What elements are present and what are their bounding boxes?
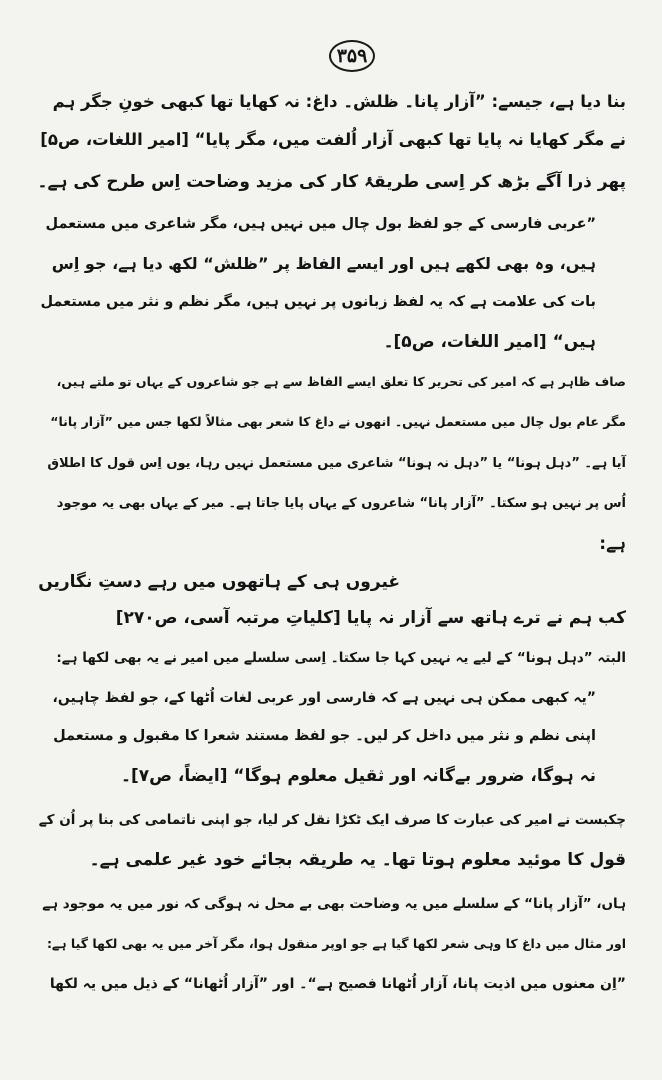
verse-line-1: غیروں ہی کے ہاتھوں میں رہے دستِ نگاریں (38, 572, 400, 592)
text-line-6: آیا ہے۔ ”دہل ہونا“ یا ”دہل نہ ہونا“ شاعری میں مستعمل نہیں رہا، یوں اِس قول کا اطلاق (47, 456, 626, 471)
text-line-3: پھر ذرا آگے بڑھ کر اِسی طریقۂ کار کی مزید وضاحت اِس طرح کی ہے۔ (37, 172, 626, 192)
text-line-1: بنا دیا ہے، جیسے: ”آزار پانا۔ ظلش۔ داغ: نہ کھایا تھا کبھی خونِ جگر ہم (52, 92, 626, 111)
verse-line-2: کب ہم نے ترے ہاتھ سے آزار نہ پایا [کلیاتِ مرتبہ آسی، ص۲۷۰] (115, 608, 626, 628)
quote-line-6: اپنی نظم و نثر میں داخل کر لیں۔ جو لفظ مستند شعرا کا مقبول و مستعمل (53, 728, 596, 744)
text-line-5: مگر عام بول چال میں مستعمل نہیں۔ انھوں نے داغ کا شعر بھی مثالاً لکھا جس میں ”آزار پانا“ (50, 414, 626, 429)
quote-line-3: بات کی علامت ہے کہ یہ لفظ زبانوں پر نہیں ہیں، مگر نظم و نثر میں مستعمل (40, 294, 596, 310)
text-line-9: البتہ ”دہل ہونا“ کے لیے یہ نہیں کہا جا سکتا۔ اِسی سلسلے میں امیر نے یہ بھی لکھا ہے: (56, 650, 626, 666)
text-line-7: اُس پر نہیں ہو سکتا۔ ”آزار پانا“ شاعروں کے یہاں پایا جاتا ہے۔ میر کے یہاں بھی یہ موجود (56, 496, 626, 511)
text-line-8: ہے: (599, 534, 626, 554)
text-line-12: ہاں، ”آزار پانا“ کے سلسلے میں یہ وضاحت بھی بے محل نہ ہوگی کہ نور میں یہ موجود ہے (42, 896, 626, 912)
text-line-14: ”اِن معنوں میں اذیت پانا، آزار اُٹھانا فصیح ہے“۔ اور ”آزار اُٹھانا“ کے ذیل میں یہ لکھا (49, 976, 626, 992)
quote-line-4: ہیں“ [امیر اللغات، ص۵]۔ (383, 332, 596, 352)
text-line-11: قول کا موئید معلوم ہوتا تھا۔ یہ طریقہ بجائے خود غیر علمی ہے۔ (89, 850, 626, 870)
quote-line-7: نہ ہوگا، ضرور بےگانہ اور ثقیل معلوم ہوگا“ [ایضاً، ص۷]۔ (121, 766, 596, 786)
page-number: ۳۵۹ (329, 40, 375, 72)
text-line-10: چکبست نے امیر کی عبارت کا صرف ایک ٹکڑا نقل کر لیا، جو اپنی ناتمامی کی بنا پر اُن کے (38, 812, 626, 828)
text-line-4: صاف ظاہر ہے کہ امیر کی تحریر کا تعلق ایسے الفاظ سے ہے جو شاعروں کے یہاں تو ملتے ہیں، (56, 374, 626, 389)
text-line-2: نے مگر کھایا نہ پایا تھا کبھی آزار اُلفت میں، مگر پایا“ [امیر اللغات، ص۵] (40, 130, 626, 149)
quote-line-2: ہیں، وہ بھی لکھے ہیں اور ایسے الفاظ پر ”ظلش“ لکھ دیا ہے، جو اِس (51, 254, 596, 273)
text-line-13: اور مثال میں داغ کا وہی شعر لکھا گیا ہے جو اوپر منقول ہوا، مگر آخر میں یہ بھی لکھا گیا ہے: (46, 936, 626, 951)
quote-line-5: ”یہ کبھی ممکن ہی نہیں ہے کہ فارسی اور عربی لغات اُٹھا کے، جو لفظ چاہیں، (52, 690, 596, 706)
quote-line-1: ”عربی فارسی کے جو لفظ بول چال میں نہیں ہیں، مگر شاعری میں مستعمل (45, 216, 596, 232)
